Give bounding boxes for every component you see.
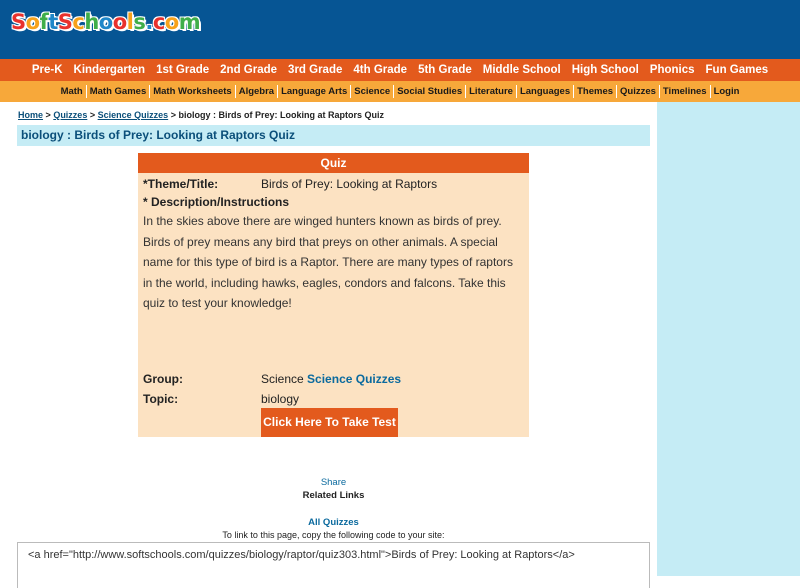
grade-nav-item[interactable]: Middle School xyxy=(482,64,561,76)
subject-nav-item[interactable]: Algebra xyxy=(236,85,278,98)
grade-nav-item[interactable]: Kindergarten xyxy=(73,64,146,76)
subject-nav-item[interactable]: Math Games xyxy=(87,85,151,98)
quiz-description: In the skies above there are winged hunters known as birds of prey. Birds of prey means any bird that preys on other animals. A special name for this type of bird is a Raptor. There are many types of raptors in the world, including hawks, eagles, condors and falcons. Take this quiz to test your knowledge! xyxy=(143,214,513,310)
logo-letter: c xyxy=(72,10,85,34)
breadcrumb-separator: > xyxy=(45,110,51,120)
grade-nav-item[interactable]: Phonics xyxy=(649,64,695,76)
subject-nav-item[interactable]: Math Worksheets xyxy=(150,85,235,98)
breadcrumb-current: biology : Birds of Prey: Looking at Raptors Quiz xyxy=(178,110,384,120)
all-quizzes-link[interactable]: All Quizzes xyxy=(308,517,359,528)
subject-nav-item[interactable]: Science xyxy=(351,85,394,98)
group-label: Group: xyxy=(143,372,183,386)
subject-nav-item[interactable]: Math xyxy=(58,85,87,98)
grade-nav-item[interactable]: 1st Grade xyxy=(156,64,210,76)
grade-nav-item[interactable]: Fun Games xyxy=(705,64,769,76)
breadcrumb-separator: > xyxy=(89,110,96,120)
group-science-quizzes-link[interactable]: Science Quizzes xyxy=(307,372,402,386)
subject-nav-item[interactable]: Social Studies xyxy=(394,85,466,98)
logo-letter: o xyxy=(25,10,40,34)
breadcrumb-quizzes-link[interactable]: Quizzes xyxy=(53,110,88,120)
logo-letter: s xyxy=(133,10,146,34)
logo-letter: S xyxy=(57,10,73,34)
quiz-box-header: Quiz xyxy=(138,153,529,173)
breadcrumb-separator: > xyxy=(170,110,176,120)
page-title: biology : Birds of Prey: Looking at Raptors Quiz xyxy=(17,125,650,146)
logo-letter: o xyxy=(112,10,127,34)
grade-nav-item[interactable]: 2nd Grade xyxy=(220,64,278,76)
grade-nav-item[interactable]: Pre-K xyxy=(31,64,63,76)
subject-navigation xyxy=(0,81,800,102)
breadcrumb xyxy=(18,110,384,120)
quiz-info-box xyxy=(138,153,529,437)
take-test-button[interactable]: Click Here To Take Test xyxy=(261,408,398,437)
logo-letter: h xyxy=(84,10,99,34)
subject-nav-item[interactable]: Login xyxy=(713,86,740,97)
subject-nav-item[interactable]: Languages xyxy=(517,85,574,98)
grade-nav-item[interactable]: High School xyxy=(571,64,639,76)
grade-nav-item[interactable]: 3rd Grade xyxy=(288,64,343,76)
topic-value: biology xyxy=(261,392,300,406)
logo-letter: t xyxy=(48,10,58,34)
logo-letter: o xyxy=(164,10,179,34)
subject-nav-item[interactable]: Language Arts xyxy=(278,85,351,98)
site-header xyxy=(0,0,800,59)
subject-nav-item[interactable]: Quizzes xyxy=(617,85,660,98)
description-label: * Description/Instructions xyxy=(143,195,290,209)
softschools-logo[interactable] xyxy=(11,8,200,36)
logo-letter: . xyxy=(145,10,153,34)
group-value xyxy=(261,372,401,386)
related-links-heading: Related Links xyxy=(302,490,365,501)
subject-nav-item[interactable]: Timelines xyxy=(660,85,711,98)
logo-letter: o xyxy=(98,10,113,34)
logo-letter: S xyxy=(11,10,26,34)
theme-title-value: Birds of Prey: Looking at Raptors xyxy=(261,177,438,191)
share-link[interactable]: Share xyxy=(320,477,347,488)
grade-nav-item[interactable]: 4th Grade xyxy=(353,64,408,76)
subject-nav-item[interactable]: Themes xyxy=(574,85,617,98)
embed-code-textbox[interactable]: <a href="http://www.softschools.com/quizzes/biology/raptor/quiz303.html">Birds of Prey: Looking at Raptors</a> xyxy=(17,542,650,588)
grade-navigation xyxy=(0,59,800,81)
topic-label: Topic: xyxy=(143,392,179,406)
theme-title-label: *Theme/Title: xyxy=(143,177,219,191)
grade-nav-item[interactable]: 5th Grade xyxy=(418,64,472,76)
group-subject: Science xyxy=(261,372,304,386)
breadcrumb-science-quizzes-link[interactable]: Science Quizzes xyxy=(97,110,169,120)
logo-letter: f xyxy=(39,10,49,34)
logo-letter: c xyxy=(152,10,165,34)
logo-letter: m xyxy=(178,10,201,34)
link-instruction: To link to this page, copy the following code to your site: xyxy=(222,530,445,540)
subject-nav-item[interactable]: Literature xyxy=(466,85,517,98)
right-sidebar-panel xyxy=(657,102,800,576)
breadcrumb-home-link[interactable]: Home xyxy=(18,110,44,120)
logo-letter: l xyxy=(126,10,134,34)
